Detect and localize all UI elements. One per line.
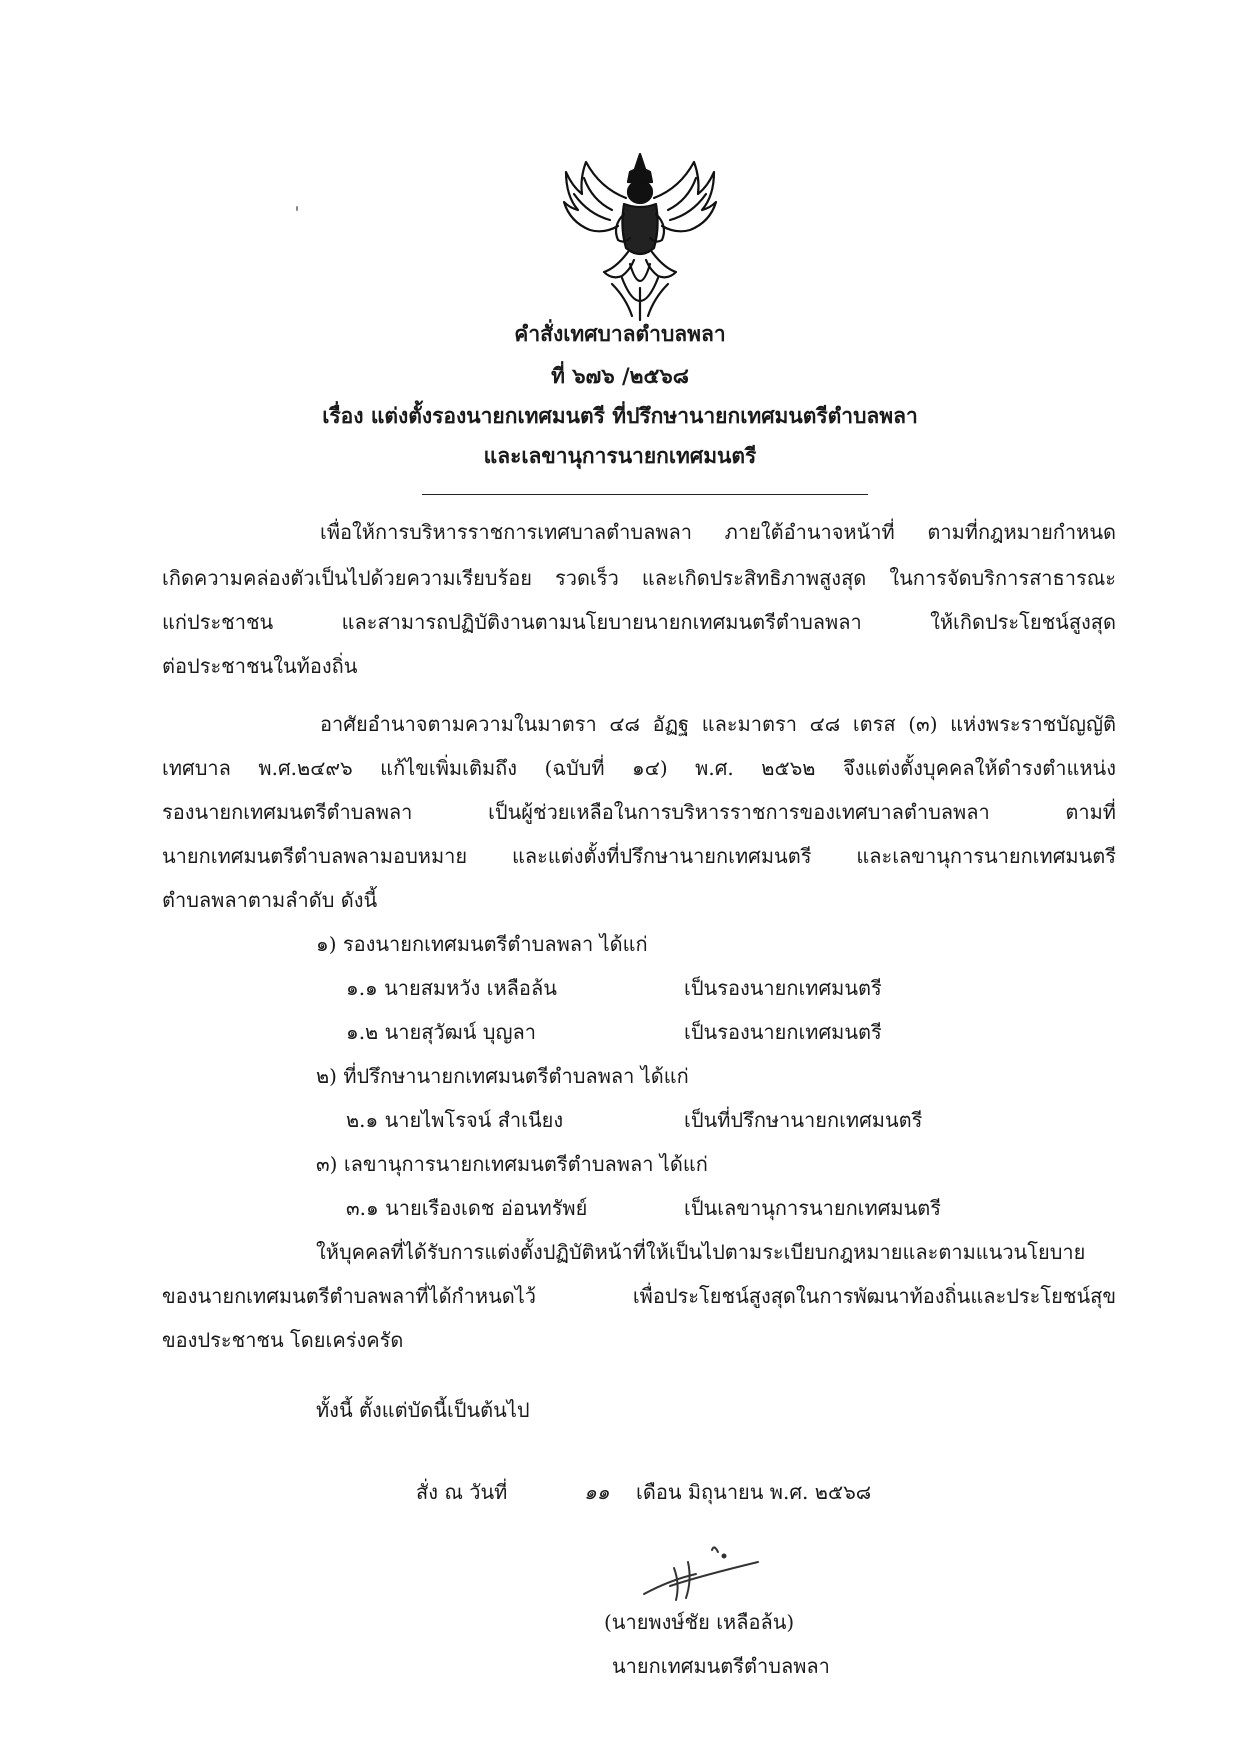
paragraph-2-line: นายกเทศมนตรีตำบลพลามอบหมาย และแต่งตั้งที่ปรึกษานายกเทศมนตรี และเลขานุการนายกเทศมนตรี <box>162 844 1116 868</box>
order-issuer: คำสั่งเทศบาลตำบลพลา <box>514 321 726 346</box>
appointee-position: เป็นรองนายกเทศมนตรี <box>684 1020 882 1044</box>
signatory-name: (นายพงษ์ชัย เหลือล้น) <box>604 1610 795 1634</box>
paragraph-3-line: ของประชาชน โดยเคร่งครัด <box>162 1328 404 1352</box>
paragraph-2-line: ตำบลพลาตามลำดับ ดังนี้ <box>162 888 378 912</box>
appointee-position: เป็นรองนายกเทศมนตรี <box>684 976 882 1000</box>
handwritten-signature <box>640 1540 770 1610</box>
subject-line-2: และเลขานุการนายกเทศมนตรี <box>483 443 757 468</box>
effective-clause: ทั้งนี้ ตั้งแต่บัดนี้เป็นต้นไป <box>316 1398 530 1422</box>
appointee-name: ๓.๑ นายเรืองเดช อ่อนทรัพย์ <box>346 1196 588 1220</box>
order-number: ที่ ๖๗๖ /๒๕๖๘ <box>551 363 689 388</box>
appointee-position: เป็นที่ปรึกษานายกเทศมนตรี <box>684 1108 923 1132</box>
header-divider <box>422 494 868 495</box>
paragraph-1-line: เกิดความคล่องตัวเป็นไปด้วยความเรียบร้อย รวดเร็ว และเกิดประสิทธิภาพสูงสุด ในการจัดบริการสาธารณะ <box>162 566 1116 590</box>
garuda-emblem-icon <box>560 148 720 324</box>
paragraph-3-line: ของนายกเทศมนตรีตำบลพลาที่ได้กำหนดไว้ เพื่อประโยชน์สูงสุดในการพัฒนาท้องถิ่นและประโยชน์สุข <box>162 1284 1116 1308</box>
paragraph-2-line: เทศบาล พ.ศ.๒๔๙๖ แก้ไขเพิ่มเติมถึง (ฉบับที่ ๑๔) พ.ศ. ๒๕๖๒ จึงแต่งตั้งบุคคลให้ดำรงตำแหน่ง <box>162 756 1116 780</box>
section-2-heading: ๒) ที่ปรึกษานายกเทศมนตรีตำบลพลา ได้แก่ <box>316 1064 689 1088</box>
signatory-title: นายกเทศมนตรีตำบลพลา <box>612 1654 830 1678</box>
appointee-name: ๑.๒ นายสุวัฒน์ บุญลา <box>346 1020 536 1044</box>
section-3-heading: ๓) เลขานุการนายกเทศมนตรีตำบลพลา ได้แก่ <box>316 1152 708 1176</box>
paragraph-1-line: แก่ประชาชน และสามารถปฏิบัติงานตามนโยบายนายกเทศมนตรีตำบลพลา ให้เกิดประโยชน์สูงสุด <box>162 610 1116 634</box>
paragraph-1-line: เพื่อให้การบริหารราชการเทศบาลตำบลพลา ภายใต้อำนาจหน้าที่ ตามที่กฎหมายกำหนด <box>320 520 1116 544</box>
paragraph-1-line: ต่อประชาชนในท้องถิ่น <box>162 654 358 678</box>
date-prefix: สั่ง ณ วันที่ <box>416 1480 508 1504</box>
paragraph-2-line: อาศัยอำนาจตามความในมาตรา ๔๘ อัฏฐ และมาตรา ๔๘ เตรส (๓) แห่งพระราชบัญญัติ <box>320 712 1116 736</box>
paragraph-2-line: รองนายกเทศมนตรีตำบลพลา เป็นผู้ช่วยเหลือในการบริหารราชการของเทศบาลตำบลพลา ตามที่ <box>162 800 1116 824</box>
date-month-year: เดือน มิถุนายน พ.ศ. ๒๕๖๘ <box>636 1480 872 1504</box>
appointee-name: ๒.๑ นายไพโรจน์ สำเนียง <box>346 1108 564 1132</box>
appointee-name: ๑.๑ นายสมหวัง เหลือล้น <box>346 976 557 1000</box>
subject-line-1: เรื่อง แต่งตั้งรองนายกเทศมนตรี ที่ปรึกษานายกเทศมนตรีตำบลพลา <box>322 403 918 428</box>
scan-speck <box>296 206 298 211</box>
section-1-heading: ๑) รองนายกเทศมนตรีตำบลพลา ได้แก่ <box>316 932 648 956</box>
paragraph-3-line: ให้บุคคลที่ได้รับการแต่งตั้งปฏิบัติหน้าที่ให้เป็นไปตามระเบียบกฎหมายและตามแนวนโยบาย <box>316 1240 1086 1264</box>
appointee-position: เป็นเลขานุการนายกเทศมนตรี <box>684 1196 941 1220</box>
date-day: ๑๑ <box>584 1480 610 1504</box>
